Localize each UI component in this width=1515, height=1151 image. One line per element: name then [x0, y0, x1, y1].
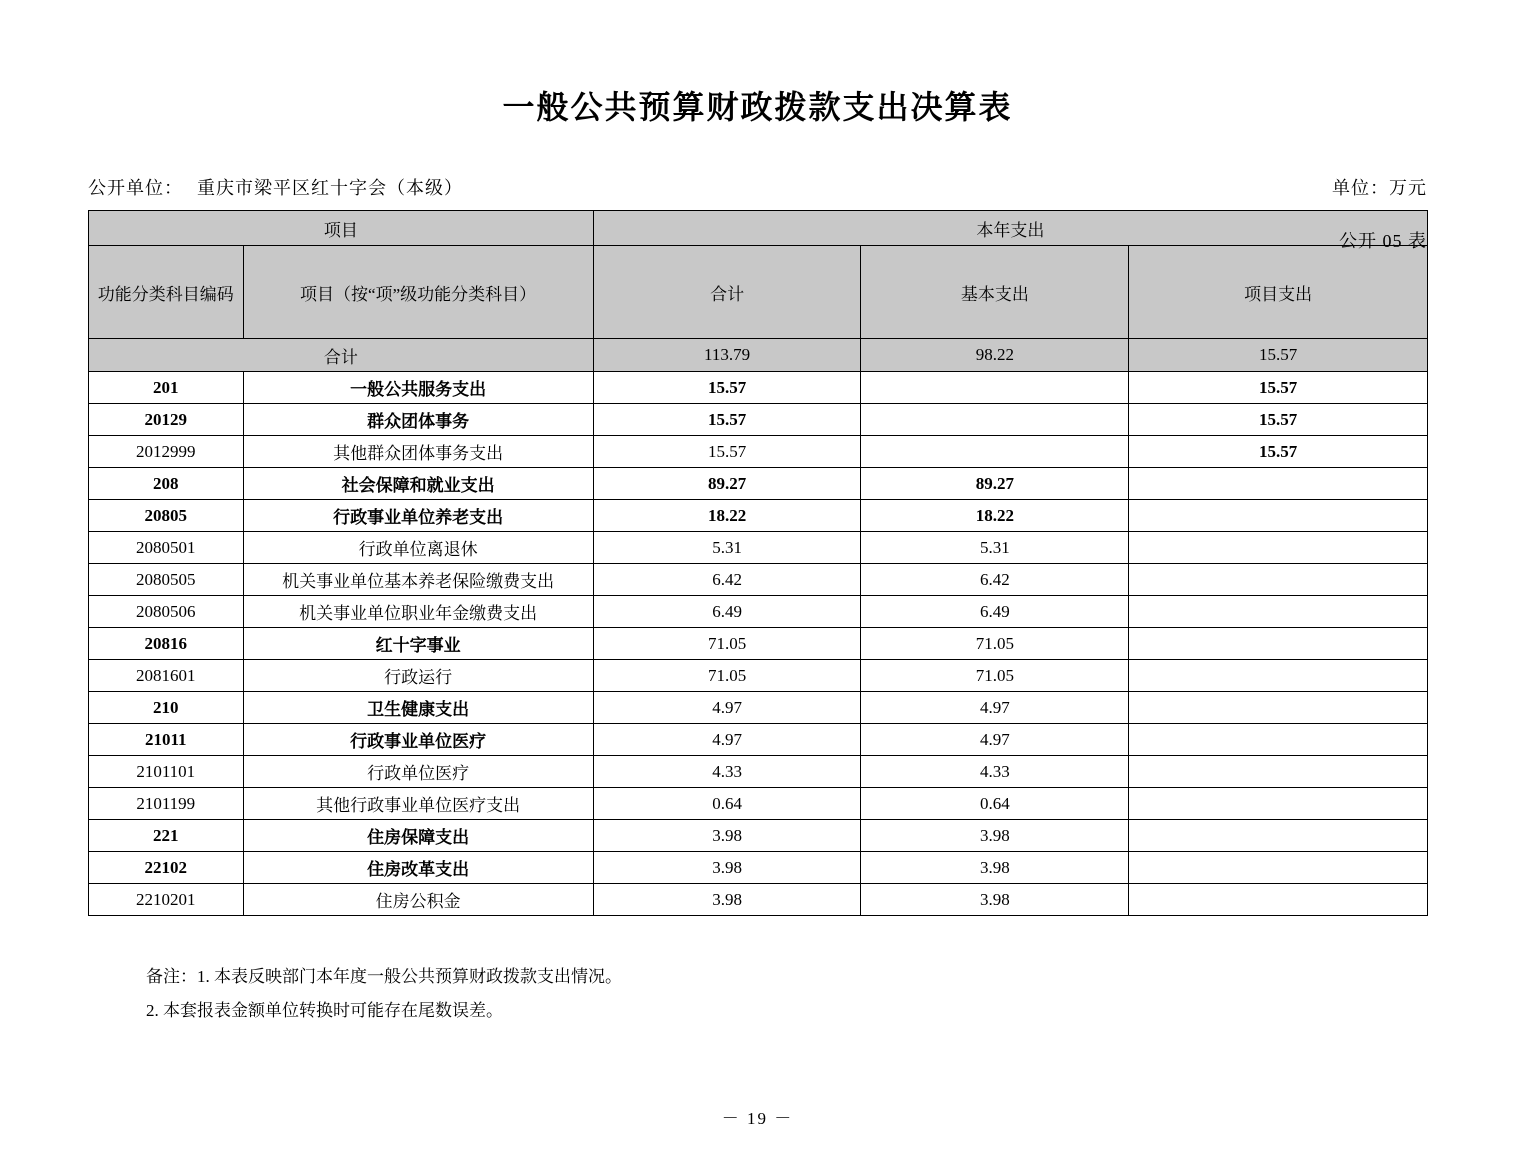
- row-name: 机关事业单位基本养老保险缴费支出: [243, 564, 593, 596]
- row-basic: [861, 404, 1129, 436]
- table-row: [89, 788, 1428, 820]
- table-header: [89, 211, 1428, 339]
- row-total: 15.57: [593, 404, 861, 436]
- row-basic: 5.31: [861, 532, 1129, 564]
- row-name: 一般公共服务支出: [243, 372, 593, 404]
- row-project: [1129, 724, 1428, 756]
- row-basic: 4.97: [861, 724, 1129, 756]
- row-basic: 0.64: [861, 788, 1129, 820]
- row-name: 住房公积金: [243, 884, 593, 916]
- row-code: 20129: [89, 404, 244, 436]
- table-row-total: [89, 339, 1428, 372]
- row-basic: 89.27: [861, 468, 1129, 500]
- row-total: 71.05: [593, 660, 861, 692]
- row-code: 22102: [89, 852, 244, 884]
- row-basic: 4.33: [861, 756, 1129, 788]
- note-line-2: 2. 本套报表金额单位转换时可能存在尾数误差。: [146, 1001, 503, 1020]
- row-basic: 71.05: [861, 660, 1129, 692]
- row-code: 21011: [89, 724, 244, 756]
- row-basic: 71.05: [861, 628, 1129, 660]
- table-row: [89, 724, 1428, 756]
- meta-row: [88, 174, 1427, 200]
- table-row: [89, 436, 1428, 468]
- row-code: 2080505: [89, 564, 244, 596]
- row-name: 行政单位离退休: [243, 532, 593, 564]
- row-name: 群众团体事务: [243, 404, 593, 436]
- table-row: [89, 852, 1428, 884]
- note-line-1: 备注：1. 本表反映部门本年度一般公共预算财政拨款支出情况。: [146, 967, 622, 986]
- disclosure-unit: [88, 174, 463, 200]
- row-code: 2210201: [89, 884, 244, 916]
- total-total: 113.79: [593, 339, 861, 372]
- row-total: 3.98: [593, 852, 861, 884]
- total-label: 合计: [89, 339, 594, 372]
- row-total: 4.33: [593, 756, 861, 788]
- notes: [88, 960, 1427, 1028]
- row-total: 18.22: [593, 500, 861, 532]
- column-header-code: 功能分类科目编码: [89, 246, 244, 339]
- row-basic: 6.42: [861, 564, 1129, 596]
- row-name: 行政运行: [243, 660, 593, 692]
- row-total: 5.31: [593, 532, 861, 564]
- total-project: 15.57: [1129, 339, 1428, 372]
- table-header-column-row: [89, 246, 1428, 339]
- column-header-name: 项目（按“项”级功能分类科目）: [243, 246, 593, 339]
- row-project: [1129, 820, 1428, 852]
- disclosure-unit-name: 重庆市梁平区红十字会（本级）: [197, 178, 463, 198]
- table-row: [89, 404, 1428, 436]
- table-row: [89, 532, 1428, 564]
- row-name: 机关事业单位职业年金缴费支出: [243, 596, 593, 628]
- row-project: [1129, 756, 1428, 788]
- table-row: [89, 564, 1428, 596]
- table-row: [89, 820, 1428, 852]
- page-number: － 19 －: [721, 1109, 794, 1128]
- column-header-basic: 基本支出: [861, 246, 1129, 339]
- column-header-total: 合计: [593, 246, 861, 339]
- row-name: 住房改革支出: [243, 852, 593, 884]
- row-total: 15.57: [593, 372, 861, 404]
- expenditure-table: [88, 210, 1428, 916]
- row-basic: 6.49: [861, 596, 1129, 628]
- row-code: 20816: [89, 628, 244, 660]
- row-project: [1129, 628, 1428, 660]
- row-code: 2012999: [89, 436, 244, 468]
- row-project: [1129, 596, 1428, 628]
- total-basic: 98.22: [861, 339, 1129, 372]
- header-group-current-year: 本年支出: [593, 211, 1427, 246]
- column-header-project: 项目支出: [1129, 246, 1428, 339]
- row-basic: 3.98: [861, 852, 1129, 884]
- table-row: [89, 884, 1428, 916]
- row-name: 行政单位医疗: [243, 756, 593, 788]
- row-code: 221: [89, 820, 244, 852]
- table-row: [89, 372, 1428, 404]
- row-project: [1129, 564, 1428, 596]
- form-number: 公开 05 表: [1339, 231, 1427, 251]
- row-total: 6.49: [593, 596, 861, 628]
- row-project: [1129, 692, 1428, 724]
- row-name: 红十字事业: [243, 628, 593, 660]
- row-basic: 3.98: [861, 884, 1129, 916]
- row-code: 208: [89, 468, 244, 500]
- table-row: [89, 468, 1428, 500]
- row-name: 其他群众团体事务支出: [243, 436, 593, 468]
- row-name: 行政事业单位养老支出: [243, 500, 593, 532]
- table-body: [89, 339, 1428, 916]
- row-total: 3.98: [593, 820, 861, 852]
- row-project: 15.57: [1129, 436, 1428, 468]
- row-basic: 4.97: [861, 692, 1129, 724]
- row-total: 0.64: [593, 788, 861, 820]
- row-total: 4.97: [593, 692, 861, 724]
- row-name: 住房保障支出: [243, 820, 593, 852]
- row-total: 4.97: [593, 724, 861, 756]
- row-name: 其他行政事业单位医疗支出: [243, 788, 593, 820]
- table-row: [89, 628, 1428, 660]
- header-group-project: 项目: [89, 211, 594, 246]
- table-header-group-row: [89, 211, 1428, 246]
- row-total: 89.27: [593, 468, 861, 500]
- table-row: [89, 692, 1428, 724]
- row-project: [1129, 884, 1428, 916]
- row-total: 15.57: [593, 436, 861, 468]
- row-basic: [861, 372, 1129, 404]
- amount-unit: 单位：万元: [1332, 178, 1427, 198]
- table-row: [89, 756, 1428, 788]
- row-project: [1129, 852, 1428, 884]
- row-code: 2080501: [89, 532, 244, 564]
- row-code: 2101199: [89, 788, 244, 820]
- table-row: [89, 500, 1428, 532]
- table-row: [89, 596, 1428, 628]
- table-row: [89, 660, 1428, 692]
- row-total: 3.98: [593, 884, 861, 916]
- row-code: 2081601: [89, 660, 244, 692]
- row-project: [1129, 532, 1428, 564]
- row-basic: 18.22: [861, 500, 1129, 532]
- row-code: 201: [89, 372, 244, 404]
- row-name: 社会保障和就业支出: [243, 468, 593, 500]
- row-name: 卫生健康支出: [243, 692, 593, 724]
- row-code: 210: [89, 692, 244, 724]
- row-code: 2101101: [89, 756, 244, 788]
- row-basic: 3.98: [861, 820, 1129, 852]
- row-total: 6.42: [593, 564, 861, 596]
- row-project: [1129, 468, 1428, 500]
- row-project: 15.57: [1129, 404, 1428, 436]
- row-basic: [861, 436, 1129, 468]
- row-code: 2080506: [89, 596, 244, 628]
- row-project: [1129, 788, 1428, 820]
- row-project: 15.57: [1129, 372, 1428, 404]
- disclosure-unit-label: 公开单位：: [88, 178, 183, 198]
- row-total: 71.05: [593, 628, 861, 660]
- row-project: [1129, 660, 1428, 692]
- row-code: 20805: [89, 500, 244, 532]
- row-name: 行政事业单位医疗: [243, 724, 593, 756]
- page-title: 一般公共预算财政拨款支出决算表: [502, 89, 1013, 125]
- row-project: [1129, 500, 1428, 532]
- document-page: [0, 82, 1515, 1151]
